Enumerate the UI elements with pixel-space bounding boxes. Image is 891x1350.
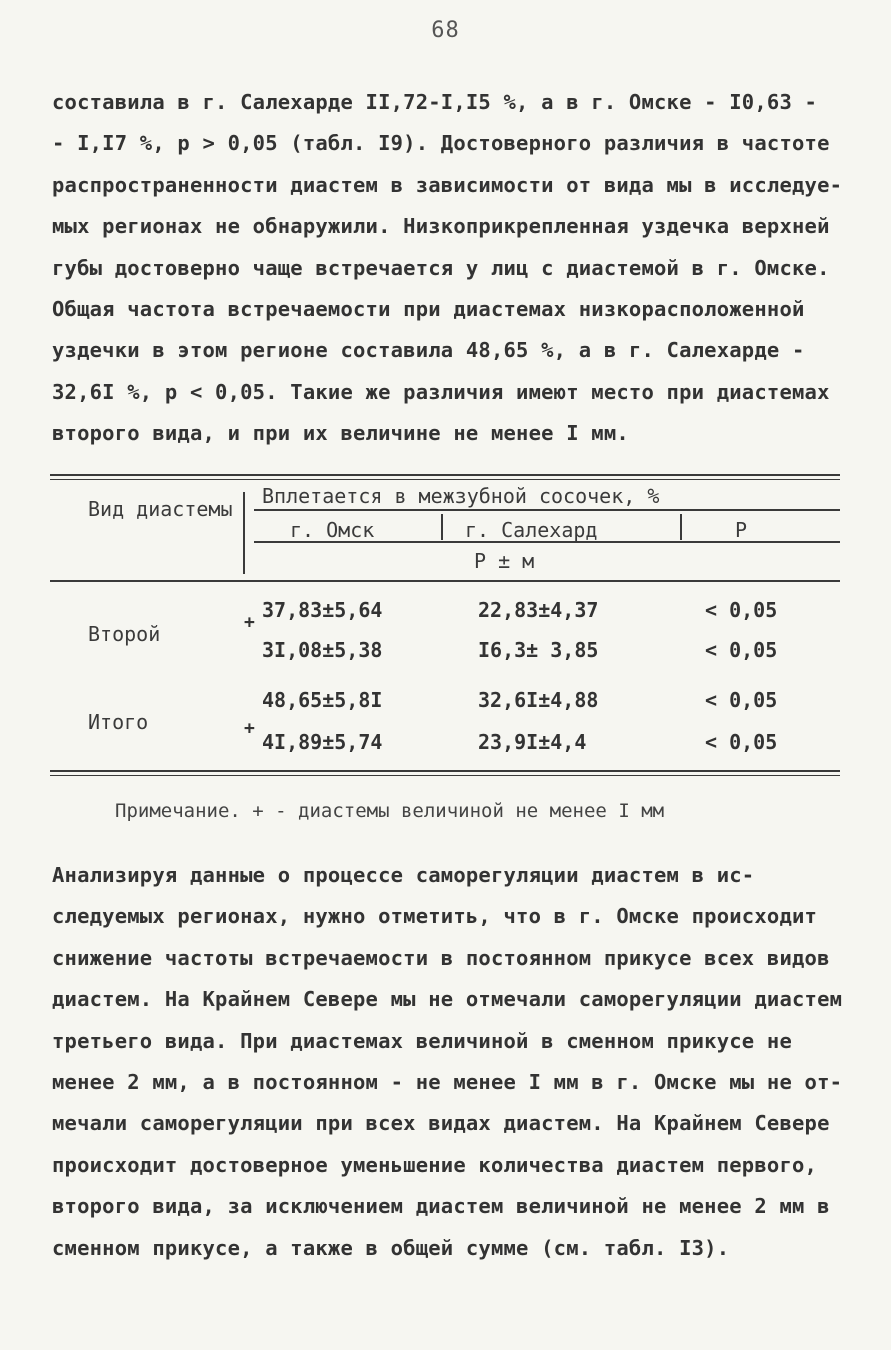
text-line: 32,6I %, р < 0,05. Такие же различия имеют место при диастемах bbox=[52, 379, 830, 404]
table-top-rule bbox=[50, 474, 840, 480]
plus-mark: + bbox=[244, 718, 255, 739]
text-line: сменном прикусе, а также в общей сумме (см. табл. I3). bbox=[52, 1235, 730, 1260]
paragraph-2 bbox=[52, 855, 852, 1269]
omsk-value: 48,65±5,8I bbox=[262, 688, 383, 712]
row-label: Второй bbox=[88, 622, 161, 646]
header-diastema-type: Вид диастемы bbox=[88, 497, 233, 521]
header-p: Р bbox=[735, 518, 748, 542]
text-line: - I,I7 %, р > 0,05 (табл. I9). Достоверного различия в частоте bbox=[52, 131, 830, 156]
header-omsk: г. Омск bbox=[290, 518, 375, 542]
p-value: < 0,05 bbox=[705, 688, 778, 712]
text-line: мых регионах не обнаружили. Низкоприкрепленная уздечка верхней bbox=[52, 214, 830, 239]
divider bbox=[441, 514, 443, 540]
text-line: Анализируя данные о процессе саморегуляции диастем в ис- bbox=[52, 863, 755, 887]
salekhard-value: 23,9I±4,4 bbox=[478, 730, 587, 754]
p-value: < 0,05 bbox=[705, 598, 778, 622]
header-mean-error: Р ± м bbox=[474, 549, 535, 573]
salekhard-value: 22,83±4,37 bbox=[478, 598, 599, 622]
table-note: Примечание. + - диастемы величиной не менее I мм bbox=[115, 800, 665, 822]
p-value: < 0,05 bbox=[705, 638, 778, 662]
text-line: губы достоверно чаще встречается у лиц с диастемой в г. Омске. bbox=[52, 255, 830, 280]
text-line: Общая частота встречаемости при диастемах низкорасположенной bbox=[52, 297, 805, 322]
text-line: мечали саморегуляции при всех видах диастем. На Крайнем Севере bbox=[52, 1111, 830, 1136]
text-line: следуемых регионах, нужно отметить, что в г. Омске происходит bbox=[52, 904, 818, 929]
text-line: второго вида, за исключением диастем величиной не менее 2 мм в bbox=[52, 1194, 830, 1219]
salekhard-value: I6,3± 3,85 bbox=[478, 638, 599, 662]
plus-mark: + bbox=[244, 612, 255, 633]
page-number: 68 bbox=[431, 18, 460, 43]
paragraph-1 bbox=[52, 82, 852, 455]
omsk-value: 4I,89±5,74 bbox=[262, 730, 383, 754]
header-bottom-rule bbox=[50, 580, 840, 582]
omsk-value: 37,83±5,64 bbox=[262, 598, 383, 622]
text-line: второго вида, и при их величине не менее I мм. bbox=[52, 421, 629, 446]
table-bottom-rule bbox=[50, 770, 840, 776]
text-line: снижение частоты встречаемости в постоянном прикусе всех видов bbox=[52, 945, 830, 970]
text-line: распространенности диастем в зависимости от вида мы в исследуе- bbox=[52, 172, 843, 197]
salekhard-value: 32,6I±4,88 bbox=[478, 688, 599, 712]
text-line: менее 2 мм, а в постоянном - не менее I мм в г. Омске мы не от- bbox=[52, 1070, 843, 1095]
p-value: < 0,05 bbox=[705, 730, 778, 754]
text-line: происходит достоверное уменьшение количества диастем первого, bbox=[52, 1152, 818, 1177]
subheader-rule bbox=[254, 541, 840, 543]
row-label: Итого bbox=[88, 710, 149, 734]
text-line: третьего вида. При диастемах величиной в сменном прикусе не bbox=[52, 1028, 792, 1053]
header-salekhard: г. Салехард bbox=[465, 518, 598, 542]
header-group: Вплетается в межзубной сосочек, % bbox=[262, 484, 660, 508]
divider bbox=[680, 514, 682, 540]
text-line: уздечки в этом регионе составила 48,65 %, а в г. Салехарде - bbox=[52, 338, 805, 363]
group-underline bbox=[254, 509, 840, 511]
text-line: диастем. На Крайнем Севере мы не отмечали саморегуляции диастем bbox=[52, 987, 843, 1012]
text-line: составила в г. Салехарде II,72-I,I5 %, а в г. Омске - I0,63 - bbox=[52, 90, 818, 114]
omsk-value: 3I,08±5,38 bbox=[262, 638, 383, 662]
divider bbox=[243, 492, 245, 574]
